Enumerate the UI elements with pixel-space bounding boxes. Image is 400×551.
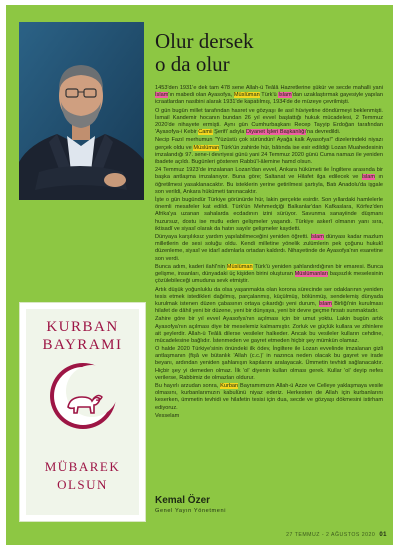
crescent-ram-icon [48,361,118,431]
article-paragraph [155,264,383,285]
card-line-bayrami: BAYRAMI [42,337,123,353]
article-paragraph [155,287,383,316]
highlighted-term: Camii [198,129,213,136]
article-title-line-1: Olur dersek [155,29,254,53]
paragraph-text: 24 Temmuz 1923'de imzalanan Lozan'dan evvel, Ankara hükümeti ile İngiltere arasında bir başka antlaşma imzalanıyor. Buna göre; Saltanat ve Hilafet ilga edilecek ve [155,167,383,181]
article-paragraph [155,316,383,345]
article-paragraph [155,85,383,106]
article-paragraph [155,346,383,382]
article-title-line-2: o da olur [155,52,230,76]
paragraph-text: Vesselam [155,412,180,419]
article-paragraph [155,137,383,166]
highlighted-term: Müslüman [233,92,260,99]
paragraph-text: başsızlık meselesinin çözülebileceği umuduna sevk etmiştir. [155,271,383,285]
article-title [155,30,375,76]
highlighted-term: İslam [278,92,292,99]
paragraph-text: 1453'den 1931'e dek tam 478 sene Allah-ü Teâlâ Hazretlerine şükür ve secde mahalli yani [155,85,383,91]
paragraph-text: Bunca adım, kaderi ilahî'nin [155,263,227,270]
paragraph-text: Bayramımızın Allah-ü Azze ve Celleye yaklaşmaya vesile olmasını, kurbanlarımızın kabulünü niyaz ederiz. Herkesten de Allah için kurbanlarını keserken, ümmetin tevhidi ve hilafetin tesisi için dua, secde ve gözyaşı dökmesini istirham ediyoruz. [155,383,383,411]
highlighted-term: Müslümanları [294,271,329,278]
paragraph-text: 'dan uzaklaştırmak gayesiyle yapılan icraatlardan nasibini alarak 1931'de kapatılmış, 1934'de de müzeye çevrilmişti. [155,92,383,106]
paragraph-text: dünyası kadar mazlum milletlerin de sesi soluğu oldu. Kendi milletine yönelik zulümlerin pek çoğunu hukukî düzenleme, siyasî ve idarî adımlarla ortadan kaldırdı. Nihayetinde de Ayasofya'nın esaretine son verdi. [155,234,383,262]
paragraph-text: Türk'ün zahirde hür, bâtında ise esir edildiği Lozan Muahedesinin imzalandığı 97. sene-i devriyesi günü yani 24 Temmuz 2020 günü Cuma namazı ile yeniden ibadete açıldı. Bugünleri gösteren Rabbü'l-âlemine hamd olsun. [155,144,383,165]
highlighted-term: İslam [361,174,376,181]
issue-date: 27 TEMMUZ - 2 AĞUSTOS 2020 [286,532,376,538]
highlighted-term: İslam [155,92,169,99]
paragraph-text: 'ın mabedi olan Ayasofya, [168,92,234,99]
highlighted-term: Diyanet İşleri Başkanlığı [245,129,306,136]
author-role: Genel Yayın Yönetmeni [155,508,227,514]
paragraph-text: O halde 2020 Türkiye'sinin önündeki ilk ödev, İngiltere ile Lozan evvelinde imzalanan gizli antlaşmanın (fişâ ve bütanlık 'Allah (c.c.)' in nazınca neden olacak bu gayret ve irade beyanı, ardından yeniden şahlanışın kapılarını aralayacak. Ümmetin tevhidi sağlanacaktır. Hiçbir şey yi demeden olmaz. İlk 'ol' diyenin kulları olması gerek. Kullar 'ol' deyip nefes verilerse, Rabbimiz de olmazları oldurur. [155,346,383,381]
paragraph-text: Necip Fazıl merhumun "Yüzüstü çok süründün! Ayağa kalk Ayasofya!" dizelerindeki niyazı gerçek oldu ve [155,137,383,151]
card-line-mubarek: MÜBAREK [44,459,121,474]
paragraph-text: O gün bugün millet tarafından hasret ve gözyaşı ile asıl hüviyetine döndürmeyi beklenmişti. İsmail Kandemir hocanın bundan 26 yıl evvel başlattığı hukuk mücadelesi, 2 Temmuz 2020'de nihayete ermişti. Aynı gün Cumhurbaşkanı Recep Tayyip Erdoğan tarafından 'Ayasofya-i Kebir [155,107,383,136]
paragraph-text: Artık düşük yoğunluklu da olsa yaşanmakta olan korona sürecinde ser odaklarının yeniden tesis etmek istedikleri dağılmış, parçalanmış, küçülmüş, bölünmüş, sendelemiş dünyada kurulmak istenen düzen çabasının ortaya çıkardığı yeni durum, [155,286,383,307]
highlighted-term: Müslüman [226,263,253,270]
magazine-page [6,5,393,545]
article-paragraph [155,197,383,233]
page-footer [286,532,387,538]
author-name: Kemal Özer [155,495,211,506]
paragraph-text: Türk'ü yeniden şahlandırdığının bir emaresi. Bunca gelişme, insanları, dünyadaki üç kişiden birini oluşturan [155,263,383,278]
paragraph-text: Zahire göre bir yıl evvel Ayasofya'nın açılması için bir umut yoktu. Lakin bugün artık Ayasofya'nın açılması diye bir meselemiz kalmamıştır. Zorluk ve güçlük kullara ve zihinlere ait şeylerdir. Allah-ü Teâlâ dilerse vesileler halkeder. Ancak bu vesileler kulların cehdine, mücadelesine bağlıdır. İstenmeden ve gayret etmeden hiçbir şey mümkün olamaz. [155,316,383,344]
card-line-kurban: KURBAN [46,319,119,335]
article-paragraph [155,108,383,137]
paragraph-text: Türk'ü [259,92,279,99]
article-paragraph [155,234,383,263]
article-body [155,85,383,490]
paragraph-text: Bu hayırlı arzudan sonra, [155,383,221,390]
highlighted-term: Kurban [220,383,239,390]
paragraph-text: Birliği'nin kurulması hilafet de dâhil yeni bir düzene, yeni bir dünyaya, yeni bir devre geçme fırsatı sunmaktadır. [155,300,383,314]
eid-greeting-card-inner [26,309,139,515]
paragraph-text: ın öğretilmesi yasaklanacaktır. Bu isteklerin yerine getirilmesi şartıyla, Batı Anadolu'da işgale son verildi, Ankara hükümeti tanınacaktır. [155,174,383,195]
highlighted-term: İslam [310,234,324,241]
article-paragraph [155,167,383,196]
page-number: 01 [379,532,387,538]
card-line-olsun: OLSUN [57,477,108,492]
eid-greeting-card [19,302,146,522]
paragraph-text: Dünyaya karşılıksız yardım yapılabilmeceğini yeniden öğretti. [155,234,311,241]
paragraph-text: İşte o gün bugündür Türkiye görünürde hür, lakin gerçekte esirdir. Son yıllardaki hamlelerle önemli mesafeler kat edildi. Türk'ün Mehmedçiği Balkanlar'dan Kafkaslara, Körfez'den Afrika'ya uzanan sahalarda ecdadının izini sürüyor. Savunma sanayiinde düşmanı huzursuz, dostu ise mutlu eden gelişmeler yaşandı. Türkiye askerî olmanın yanı sıra, iktisadî ve siyasî olarak da hatırı sayılır gelişmeler kaydetti. [155,197,383,232]
article-paragraph [155,413,383,420]
paragraph-text: 'na devredildi. [305,129,341,136]
article-paragraph [155,383,383,412]
author-portrait-drawing [19,22,144,200]
paragraph-text: Şerifi' adıyla [212,129,246,136]
highlighted-term: İslam [318,300,332,307]
highlighted-term: Müslüman [193,144,220,151]
author-portrait [19,22,144,200]
